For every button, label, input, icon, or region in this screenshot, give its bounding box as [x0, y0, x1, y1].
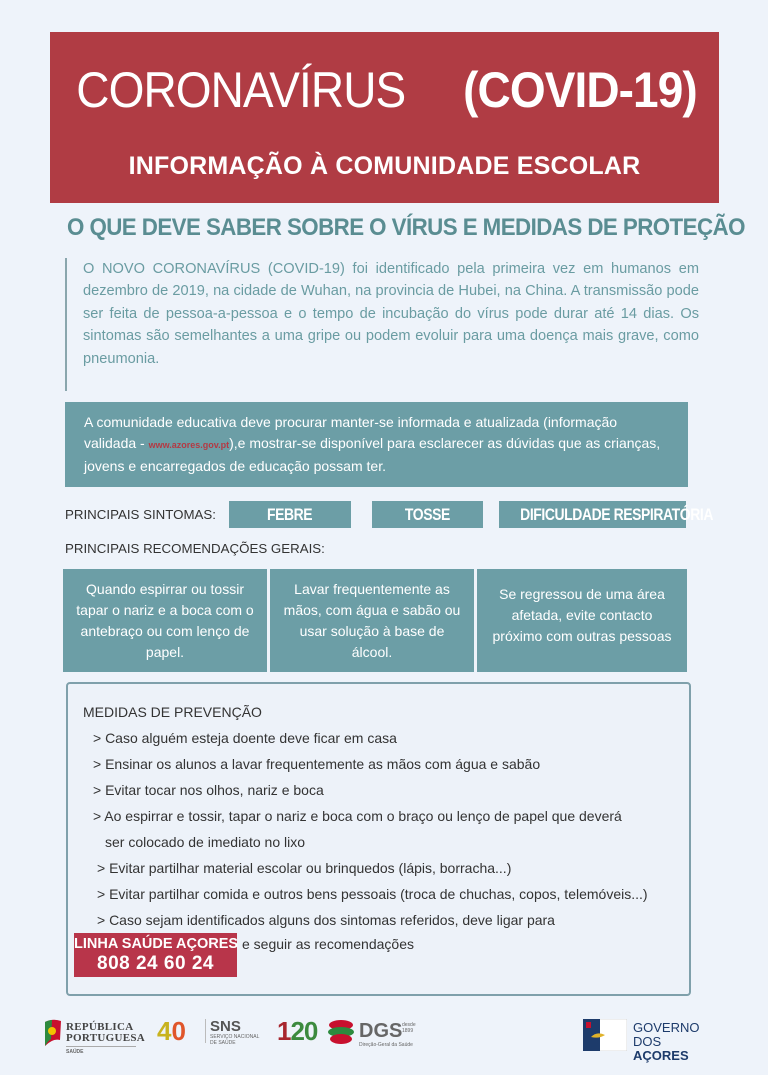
republica-divider: [66, 1046, 136, 1047]
sns-40-mark: 40: [157, 1016, 186, 1046]
recommendation-text: Se regressou de uma área afetada, evite contacto próximo com outras pessoas: [492, 586, 672, 644]
prevention-item: > Caso sejam identificados alguns dos sintomas referidos, deve ligar para: [97, 912, 555, 928]
governo-line1: GOVERNO: [633, 1020, 700, 1035]
prevention-item: > Ao espirrar e tossir, tapar o nariz e boca com o braço ou lenço de papel que deverá: [93, 808, 622, 824]
recommendations-row: [63, 569, 687, 672]
info-text-after: ),e mostrar-se disponível para esclarecer as dúvidas que as crianças, jovens e encarregados de educação possam ter.: [84, 435, 661, 474]
sns-divider: [205, 1019, 206, 1043]
azores-flag-icon: [583, 1019, 627, 1051]
dgs-name: DGS: [359, 1020, 403, 1042]
dgs-logo: [275, 1017, 435, 1049]
sns-line1: SERVIÇO NACIONAL: [210, 1034, 260, 1040]
portugal-flag-icon: [41, 1018, 63, 1048]
symptom-label: FEBRE: [267, 505, 313, 524]
dgs-since: desde 1899: [402, 1022, 416, 1034]
prevention-item: > Caso alguém esteja doente deve ficar em casa: [93, 730, 397, 746]
governo-line2: [633, 1035, 713, 1063]
title-covid: (COVID-19): [463, 62, 698, 118]
symptom-label: TOSSE: [405, 505, 450, 524]
dgs-full-name: Direção-Geral da Saúde: [359, 1042, 413, 1048]
sns-line2: DE SAÚDE: [210, 1040, 236, 1046]
prevention-item: > Evitar partilhar material escolar ou brinquedos (lápis, borracha...): [97, 860, 512, 876]
hotline-follow-text: e seguir as recomendações: [242, 936, 414, 952]
info-text-before: A comunidade educativa deve procurar manter-se informada e atualizada (informação validada -: [84, 414, 618, 451]
republica-portuguesa-logo: [41, 1018, 146, 1058]
hotline-name: LINHA SAÚDE AÇORES: [74, 936, 239, 952]
prevention-item: > Evitar tocar nos olhos, nariz e boca: [93, 782, 324, 798]
title-coronavirus: CORONAVÍRUS: [76, 62, 406, 118]
section-title: O QUE DEVE SABER SOBRE O VÍRUS E MEDIDAS DE PROTEÇÃO: [67, 214, 745, 241]
intro-paragraph: O NOVO CORONAVÍRUS (COVID-19) foi identificado pela primeira vez em humanos em dezembro de 2019, na cidade de Wuhan, na provincia de Hubei, na China. A transmissão pode ser feita de pessoa-a-pessoa e o tempo de incubação do vírus pode durar até 14 dias. Os sintomas são semelhantes a uma gripe ou podem evoluir para uma doença mais grave, como pneumonia.: [83, 261, 699, 367]
prevention-item: > Ensinar os alunos a lavar frequentemente as mãos com água e sabão: [93, 756, 541, 772]
sns-name: SNS: [210, 1018, 241, 1035]
dgs-120-mark: 120: [277, 1016, 318, 1046]
symptom-fever: [229, 501, 351, 528]
symptoms-label: PRINCIPAIS SINTOMAS:: [65, 507, 216, 522]
header-subtitle: INFORMAÇÃO À COMUNIDADE ESCOLAR: [128, 152, 641, 180]
symptom-breathing-difficulty: [499, 501, 713, 528]
hotline-number[interactable]: 808 24 60 24: [97, 953, 214, 974]
prevention-title: MEDIDAS DE PREVENÇÃO: [83, 704, 262, 720]
governo-line2-pre: DOS: [633, 1034, 662, 1049]
main-title: [50, 60, 719, 120]
recommendation-card: [63, 569, 267, 672]
republica-line1: REPÚBLICA: [66, 1021, 134, 1033]
governo-line2-bold: AÇORES: [633, 1048, 689, 1063]
governo-acores-logo: [583, 1019, 713, 1063]
recommendations-label: PRINCIPAIS RECOMENDAÇÕES GERAIS:: [65, 541, 325, 556]
republica-line2: PORTUGUESA: [66, 1032, 146, 1044]
symptom-cough: [372, 501, 483, 528]
azores-website-link[interactable]: www.azores.gov.pt: [148, 440, 230, 450]
dgs-emblem-icon: [327, 1019, 355, 1045]
sns-logo: [157, 1017, 267, 1049]
republica-sub: SAÚDE: [66, 1049, 84, 1055]
hotline-badge: [74, 933, 237, 977]
symptom-label: DIFICULDADE RESPIRATÓRIA: [520, 505, 713, 524]
header-banner: [50, 32, 719, 203]
prevention-item-continued: ser colocado de imediato no lixo: [105, 834, 306, 850]
prevention-item: > Evitar partilhar comida e outros bens pessoais (troca de chuchas, copos, telemóveis...): [97, 886, 648, 902]
recommendation-card: [477, 569, 687, 672]
info-box: [65, 402, 688, 487]
recommendation-card: [270, 569, 474, 672]
intro-accent-bar: [65, 258, 67, 391]
recommendation-text: Lavar frequentemente as mãos, com água e sabão ou usar solução à base de álcool.: [283, 580, 461, 660]
recommendation-text: Quando espirrar ou tossir tapar o nariz e a boca com o antebraço ou com lenço de papel.: [76, 580, 254, 660]
